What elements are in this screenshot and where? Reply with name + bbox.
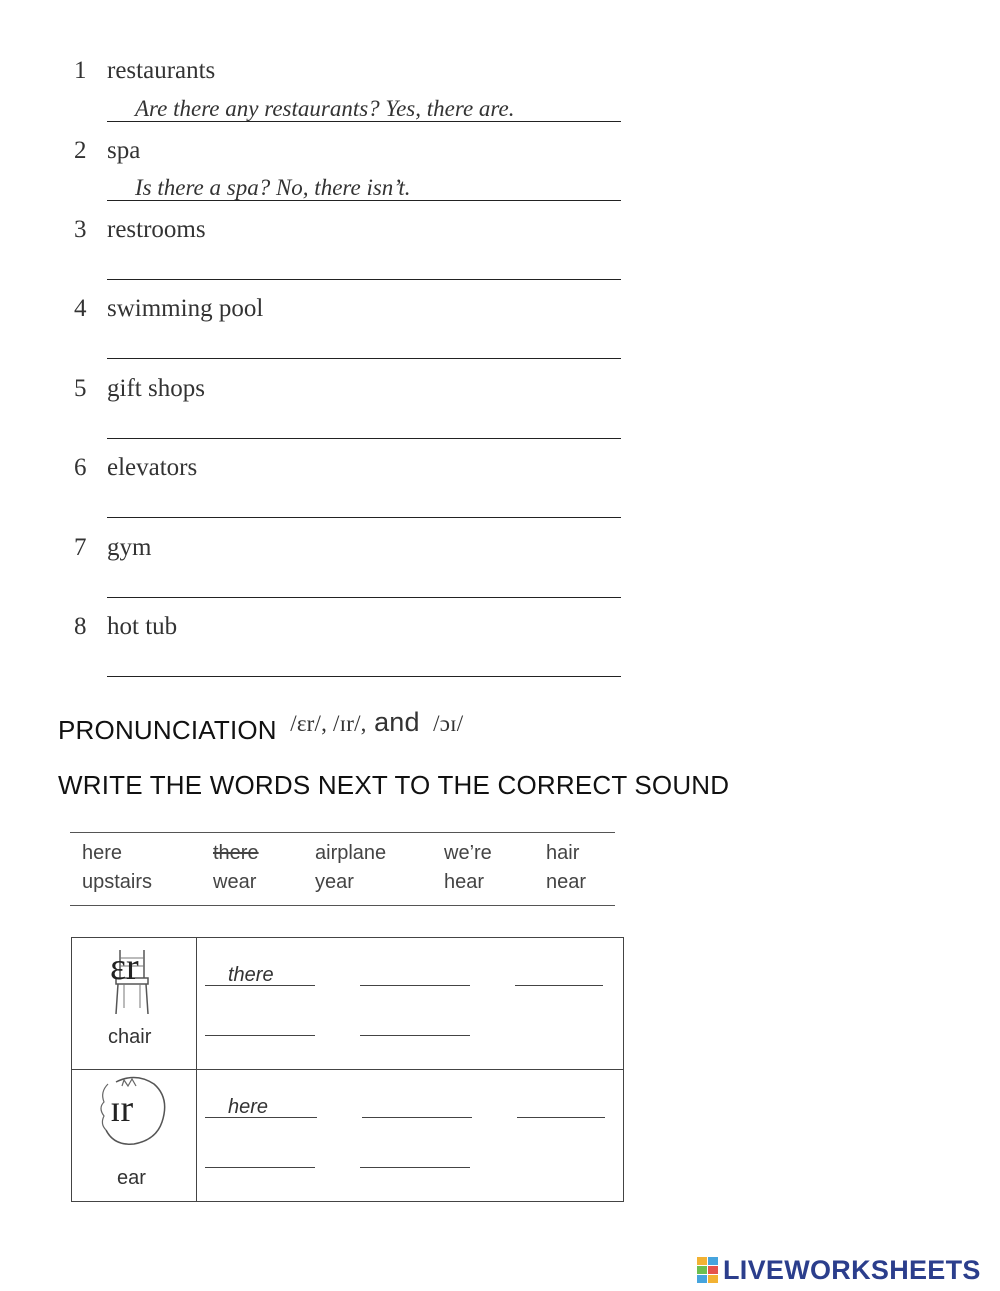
question-word: hot tub — [107, 613, 178, 640]
question-word: elevators — [107, 454, 198, 481]
pronunciation-heading — [58, 707, 464, 746]
answer-input-5[interactable] — [107, 408, 621, 438]
question-number: 8 — [74, 613, 87, 640]
answer-input-3[interactable] — [107, 249, 621, 279]
answer-line — [107, 358, 621, 359]
blank-line[interactable] — [515, 985, 603, 986]
word-box-word: we’re — [444, 842, 492, 864]
blank-line[interactable] — [360, 1167, 470, 1168]
ipa-and: and — [374, 707, 420, 737]
question-number: 2 — [74, 137, 87, 164]
question-word: gift shops — [107, 375, 205, 402]
blank-line[interactable] — [360, 985, 470, 986]
question-number: 7 — [74, 534, 87, 561]
question-number: 5 — [74, 375, 87, 402]
answer-line — [107, 517, 621, 518]
word-box-word-used: there — [213, 842, 259, 864]
question-word: gym — [107, 534, 152, 561]
blank-line[interactable] — [205, 1035, 315, 1036]
question-number: 1 — [74, 57, 87, 84]
question-word: swimming pool — [107, 295, 264, 322]
word-box-word: upstairs — [82, 871, 153, 893]
answer-line — [107, 200, 621, 201]
word-box-word: wear — [213, 871, 257, 893]
answer-input-4[interactable] — [107, 328, 621, 358]
instruction-text: WRITE THE WORDS NEXT TO THE CORRECT SOUND — [58, 770, 730, 800]
blank-line[interactable] — [205, 1167, 315, 1168]
answer-input-8[interactable] — [107, 646, 621, 676]
answer-input-6[interactable] — [107, 487, 621, 517]
question-word: spa — [107, 137, 141, 164]
question-number: 6 — [74, 454, 87, 481]
sound-symbol-er: ɛr — [110, 946, 139, 988]
answer-line — [107, 438, 621, 439]
blank-line[interactable] — [517, 1117, 605, 1118]
ipa-symbols: /ɛr/, /ɪr/, — [290, 711, 367, 736]
blank-line — [205, 1117, 317, 1118]
pronunciation-title: PRONUNCIATION — [58, 715, 277, 745]
answer-input-7[interactable] — [107, 567, 621, 597]
word-box-word: year — [315, 871, 354, 893]
ear-icon — [96, 1074, 174, 1150]
word-box-top-rule — [70, 832, 615, 833]
answer-line — [107, 121, 621, 122]
word-box-word: here — [82, 842, 123, 864]
logo-text: LIVEWORKSHEETS — [723, 1254, 981, 1285]
question-word: restrooms — [107, 216, 206, 243]
word-box-word: hear — [444, 871, 485, 893]
sound-label-ear: ear — [117, 1167, 146, 1189]
ipa-symbols-oi: /ɔɪ/ — [433, 711, 464, 736]
example-word-there: there — [228, 964, 274, 986]
word-box-bottom-rule — [70, 905, 615, 906]
blank-line — [205, 985, 315, 986]
logo-icon — [697, 1255, 719, 1285]
answer-line — [107, 676, 621, 677]
question-number: 4 — [74, 295, 87, 322]
word-box-word: airplane — [315, 842, 387, 864]
answer-line — [107, 279, 621, 280]
word-box-word: hair — [546, 842, 580, 864]
word-box-word: near — [546, 871, 587, 893]
liveworksheets-logo[interactable] — [697, 1253, 981, 1287]
sound-symbol-ir: ɪr — [110, 1088, 134, 1130]
example-answer: Are there any restaurants? Yes, there are. — [135, 96, 515, 121]
blank-line[interactable] — [362, 1117, 472, 1118]
question-word: restaurants — [107, 57, 216, 84]
sound-table-divider — [71, 1069, 624, 1070]
sound-label-chair: chair — [108, 1026, 152, 1048]
blank-line[interactable] — [360, 1035, 470, 1036]
question-number: 3 — [74, 216, 87, 243]
example-answer: Is there a spa? No, there isn’t. — [135, 175, 411, 200]
example-word-here: here — [228, 1096, 269, 1118]
answer-line — [107, 597, 621, 598]
